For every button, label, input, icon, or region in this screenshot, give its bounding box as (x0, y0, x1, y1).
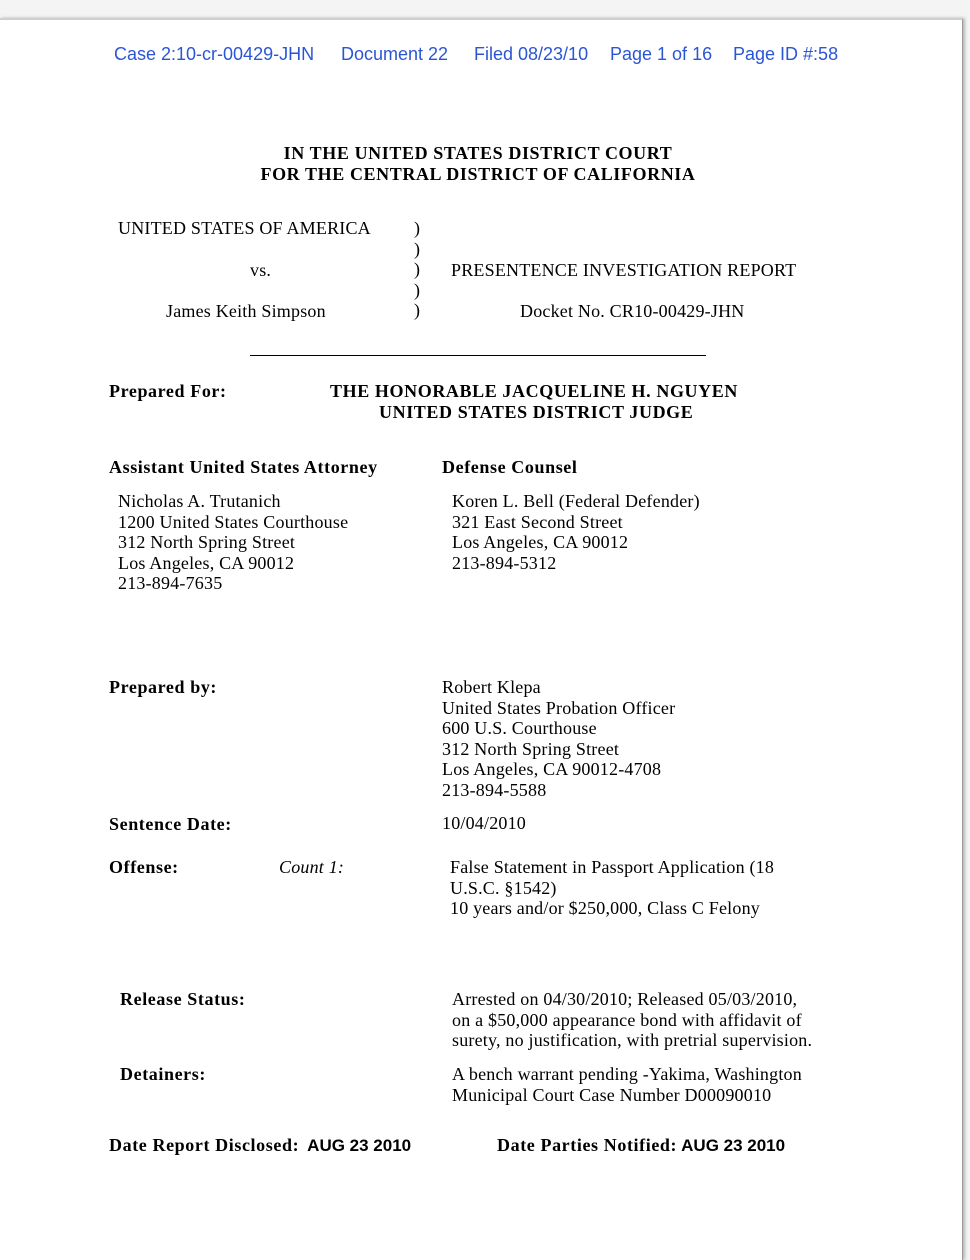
defense-line: 213-894-5312 (452, 552, 557, 573)
defense-heading: Defense Counsel (442, 457, 578, 477)
officer-line: 312 North Spring Street (442, 738, 620, 759)
sentence-date-value: 10/04/2010 (442, 813, 527, 833)
ausa-line: 1200 United States Courthouse (118, 511, 349, 532)
detainer-line: Municipal Court Case Number D00090010 (452, 1084, 772, 1105)
paren: ) (414, 300, 420, 320)
court-line-1: IN THE UNITED STATES DISTRICT COURT (283, 143, 673, 163)
caption-parens (414, 218, 420, 321)
release-status-value (452, 989, 812, 1051)
notified-label: Date Parties Notified: (497, 1135, 678, 1155)
plaintiff-name: UNITED STATES OF AMERICA (118, 218, 371, 238)
offense-line: 10 years and/or $250,000, Class C Felony (450, 898, 760, 918)
count-label: Count 1: (279, 857, 345, 877)
document-page (0, 18, 963, 1260)
officer-line: United States Probation Officer (442, 697, 676, 718)
page-count: Page 1 of 16 (610, 44, 713, 64)
release-line: surety, no justification, with pretrial supervision. (452, 1030, 813, 1050)
docket-number: Docket No. CR10-00429-JHN (520, 301, 745, 321)
filed-date: Filed 08/23/10 (474, 44, 589, 64)
court-heading (0, 143, 962, 184)
officer-line: Los Angeles, CA 90012-4708 (442, 759, 662, 779)
ausa-heading: Assistant United States Attorney (109, 457, 378, 477)
detainer-line: A bench warrant pending -Yakima, Washington (452, 1064, 802, 1084)
officer-line: 213-894-5588 (442, 779, 547, 800)
sentence-date-label: Sentence Date: (109, 814, 232, 834)
detainers-label: Detainers: (120, 1064, 206, 1084)
prepared-for-label: Prepared For: (109, 381, 227, 401)
caption-divider (250, 355, 706, 356)
page-id: Page ID #:58 (733, 44, 839, 64)
release-line: on a $50,000 appearance bond with affidavit of (452, 1009, 802, 1030)
offense-description (450, 857, 774, 919)
defense-contact (452, 491, 700, 573)
defense-line: 321 East Second Street (452, 511, 623, 532)
offense-label: Offense: (109, 857, 179, 877)
document-number: Document 22 (341, 44, 449, 64)
ausa-contact (118, 491, 348, 594)
date-parties-notified (497, 1135, 785, 1156)
ausa-line: Nicholas A. Trutanich (118, 491, 281, 511)
disclosed-label: Date Report Disclosed: (109, 1135, 300, 1155)
paren: ) (414, 259, 420, 279)
paren: ) (414, 279, 420, 300)
disclosed-value: AUG 23 2010 (307, 1136, 412, 1155)
offense-line: False Statement in Passport Application (18 (450, 857, 775, 877)
defense-line: Koren L. Bell (Federal Defender) (452, 491, 700, 511)
detainers-value (452, 1064, 802, 1105)
officer-line: Robert Klepa (442, 677, 541, 697)
offense-line: U.S.C. §1542) (450, 877, 557, 898)
paren: ) (414, 218, 420, 238)
court-line-2: FOR THE CENTRAL DISTRICT OF CALIFORNIA (260, 163, 696, 184)
officer-line: 600 U.S. Courthouse (442, 718, 597, 738)
report-title: PRESENTENCE INVESTIGATION REPORT (451, 260, 797, 280)
notified-value: AUG 23 2010 (681, 1136, 786, 1155)
defense-line: Los Angeles, CA 90012 (452, 532, 629, 552)
prepared-by-label: Prepared by: (109, 677, 218, 697)
release-status-label: Release Status: (120, 989, 246, 1009)
ausa-line: 312 North Spring Street (118, 532, 296, 552)
judge-title: UNITED STATES DISTRICT JUDGE (379, 402, 694, 422)
ausa-line: Los Angeles, CA 90012 (118, 552, 295, 573)
case-number: Case 2:10-cr-00429-JHN (114, 44, 315, 64)
release-line: Arrested on 04/30/2010; Released 05/03/2010, (452, 989, 798, 1009)
judge-name: THE HONORABLE JACQUELINE H. NGUYEN (330, 381, 738, 401)
probation-officer-contact (442, 677, 675, 800)
ausa-line: 213-894-7635 (118, 573, 223, 593)
defendant-name: James Keith Simpson (166, 301, 326, 321)
date-report-disclosed (109, 1135, 411, 1156)
versus-label: vs. (250, 260, 272, 280)
paren: ) (414, 238, 420, 259)
